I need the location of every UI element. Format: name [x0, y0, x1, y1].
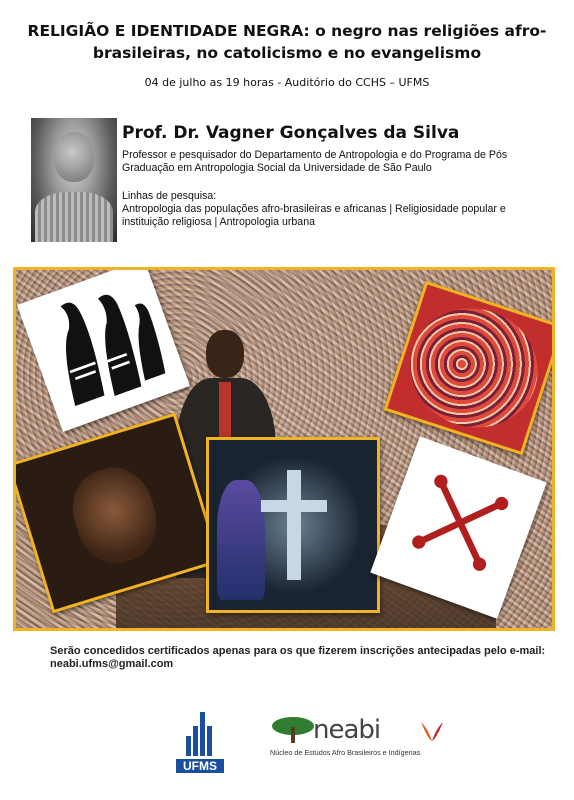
speaker-name: Prof. Dr. Vagner Gonçalves da Silva	[122, 123, 460, 143]
cross-icon	[287, 470, 301, 580]
research-lines: Antropologia das populações afro-brasileiras e africanas | Religiosidade popular e instituição religiosa | Antropologia urbana	[122, 203, 506, 228]
speaker-photo	[31, 118, 117, 242]
ufms-logo	[176, 712, 224, 774]
cross-and-saint-card	[206, 437, 380, 613]
event-title: RELIGIÃO E IDENTIDADE NEGRA: o negro nas religiões afro-brasileiras, no catolicismo e no evangelismo	[27, 22, 547, 62]
event-info: 04 de julho as 19 horas - Auditório do CCHS – UFMS	[144, 76, 430, 89]
tree-icon	[270, 715, 316, 745]
feather-icon	[418, 719, 446, 743]
certificate-note: Serão concedidos certificados apenas para os que fizerem inscrições antecipadas pelo e-mail: neabi.ufms@gmail.com	[50, 645, 546, 670]
red-cross-icon	[399, 462, 521, 584]
ufms-logo-text: UFMS	[176, 759, 224, 773]
photo-collage	[13, 267, 555, 631]
speaker-bio: Professor e pesquisador do Departamento de Antropologia e do Programa de Pós Graduação em Antropologia Social da Universidade de São Paulo	[122, 149, 508, 174]
neabi-logo	[268, 713, 453, 763]
research-heading: Linhas de pesquisa:	[122, 190, 217, 202]
neabi-subtitle: Núcleo de Estudos Afro Brasileiros e Indígenas	[270, 748, 421, 757]
neabi-logo-text: neabi	[313, 715, 381, 745]
